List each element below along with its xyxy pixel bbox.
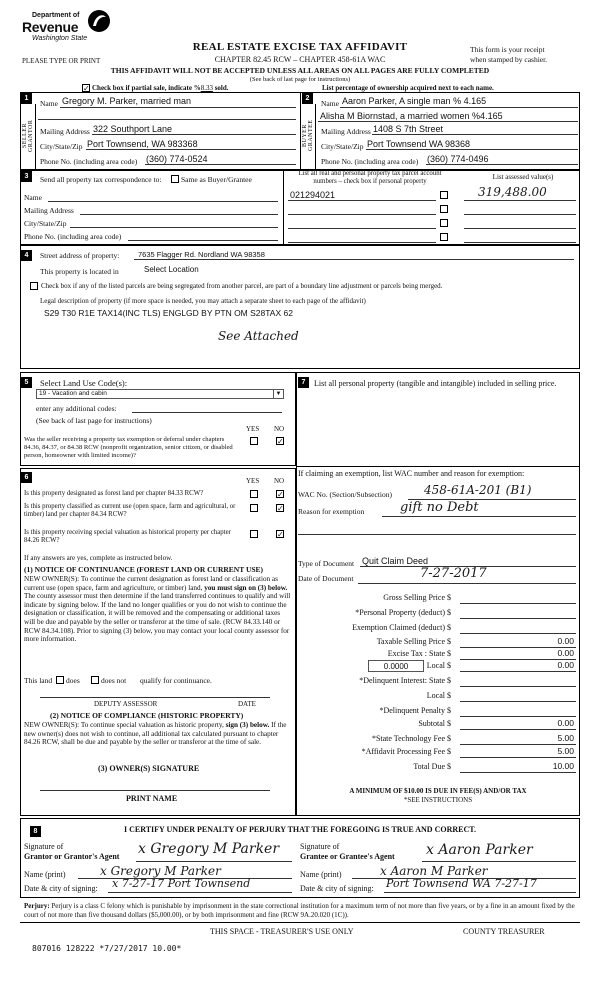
date-label: DATE bbox=[238, 700, 256, 708]
receipt-note-2: when stamped by cashier. bbox=[470, 55, 548, 64]
forest-land-question: Is this property designated as forest land per chapter 84.33 RCW? bbox=[24, 490, 204, 497]
grantor-date-city[interactable]: x 7-27-17 Port Townsend bbox=[112, 877, 251, 890]
fee-row bbox=[298, 649, 576, 661]
segregated-checkbox[interactable] bbox=[30, 282, 38, 290]
fee-value[interactable]: 10.00 bbox=[552, 761, 574, 771]
wac-label: WAC No. (Section/Subsection) bbox=[298, 490, 392, 499]
buyer-side-label: BUYER GRANTEE bbox=[302, 119, 314, 152]
seller-mailing-label: Mailing Address bbox=[40, 127, 90, 136]
fee-row bbox=[298, 593, 576, 605]
doc-date-label: Date of Document bbox=[298, 574, 354, 583]
partial-sale-checkbox[interactable]: ✓ bbox=[83, 84, 90, 93]
fee-label: *Delinquent Interest: State $ bbox=[359, 676, 451, 685]
reason-exemption-value[interactable]: gift no Debt bbox=[400, 500, 479, 515]
buyer-city-label: City/State/Zip bbox=[321, 142, 364, 151]
parcel-2-personal-checkbox[interactable] bbox=[440, 205, 448, 213]
notice-compliance-body-a: NEW OWNER(S): To continue special valuation as historic property, bbox=[24, 721, 224, 729]
parcel-1-personal-checkbox[interactable] bbox=[440, 191, 448, 199]
assessed-value[interactable]: 319,488.00 bbox=[478, 185, 547, 199]
current-use-question: Is this property classified as current use (open space, farm and agricultural, or timber) land per chapter 84.34 RCW? bbox=[24, 503, 236, 518]
does-qualify-checkbox[interactable] bbox=[56, 676, 64, 684]
fee-label: *State Technology Fee $ bbox=[371, 734, 451, 743]
send-correspondence-label: Send all property tax correspondence to: bbox=[40, 175, 162, 184]
parcel-header: List all real and personal property tax parcel account numbers – check box if personal property bbox=[298, 170, 442, 185]
exemption-claim-label: If claiming an exemption, list WAC number and reason for exemption: bbox=[298, 469, 525, 478]
dor-logo-emblem-icon bbox=[86, 8, 112, 34]
perjury-notice bbox=[24, 902, 580, 920]
fee-label: Local $ bbox=[426, 661, 451, 670]
fee-value[interactable]: 5.00 bbox=[557, 733, 574, 743]
buyer-name-1[interactable]: Aaron Parker, A single man % 4.165 bbox=[342, 96, 487, 106]
seller-side-label: SELLER GRANTOR bbox=[22, 119, 34, 152]
reason-exemption-label: Reason for exemption bbox=[298, 507, 365, 516]
parcel-number-value[interactable]: 021294021 bbox=[290, 190, 336, 200]
located-in-select[interactable]: Select Location bbox=[144, 265, 199, 274]
historic-no-checkbox[interactable]: ✓ bbox=[277, 530, 284, 539]
grantee-signature[interactable]: x Aaron Parker bbox=[426, 842, 533, 858]
street-address-label: Street address of property: bbox=[40, 251, 120, 260]
certify-statement: I CERTIFY UNDER PENALTY OF PERJURY THAT THE FOREGOING IS TRUE AND CORRECT. bbox=[123, 825, 476, 834]
grantee-print-name[interactable]: x Aaron M Parker bbox=[380, 864, 488, 878]
fee-row bbox=[298, 623, 576, 635]
grantor-date-city-label: Date & city of signing: bbox=[24, 884, 98, 893]
seller-name-label: Name bbox=[40, 99, 58, 108]
buyer-phone-label: Phone No. (including area code) bbox=[321, 157, 419, 166]
section-8-badge: 8 bbox=[30, 826, 41, 837]
see-instructions-note: *SEE INSTRUCTIONS bbox=[403, 796, 473, 804]
perjury-text: Perjury is a class C felony which is punishable by imprisonment in the state correctional institution for a maximum term of not more than five years, or by a fine in an amount fixed by the court of not more than five thousand dollars ($5,000.00), or by both imprisonment and fine (RCW 9A.20.020 (1C)). bbox=[24, 902, 575, 919]
notice-compliance-title: (2) NOTICE OF COMPLIANCE (HISTORIC PROPERTY) bbox=[50, 711, 244, 720]
fee-row bbox=[298, 676, 576, 688]
doc-type-value[interactable]: Quit Claim Deed bbox=[362, 556, 429, 566]
any-yes-note: If any answers are yes, complete as instructed below. bbox=[24, 554, 173, 562]
local-rate-box[interactable]: 0.0000 bbox=[368, 660, 424, 672]
section-7-badge: 7 bbox=[298, 377, 309, 388]
minimum-note: A MINIMUM OF $10.00 IS DUE IN FEE(S) AND/OR TAX bbox=[349, 787, 527, 795]
see-back-note: (See back of last page for instructions) bbox=[249, 76, 351, 83]
land-use-see-back: (See back of last page for instructions) bbox=[36, 416, 152, 425]
fee-label: Local $ bbox=[426, 691, 451, 700]
wac-value[interactable]: 458-61A-201 (B1) bbox=[424, 483, 532, 497]
grantor-sig-label-2: Grantor or Grantor's Agent bbox=[24, 852, 120, 861]
county-treasurer-label: COUNTY TREASURER bbox=[463, 927, 545, 936]
notice-compliance-body-c: If the new owner(s) does not wish to continue, all additional tax calculated pursuant to chapter 84.26 RCW, shall be due and payable by the seller or transferor at the time of sale. bbox=[24, 721, 287, 747]
fee-row bbox=[298, 706, 576, 718]
warning-banner: THIS AFFIDAVIT WILL NOT BE ACCEPTED UNLESS ALL AREAS ON ALL PAGES ARE FULLY COMPLETED bbox=[110, 66, 490, 75]
fee-row bbox=[298, 608, 576, 620]
fee-row bbox=[298, 691, 576, 703]
seller-city-value[interactable]: Port Townsend, WA 983368 bbox=[87, 139, 198, 149]
corr-city-label: City/State/Zip bbox=[24, 219, 67, 228]
segregated-text: Check box if any of the listed parcels are being segregated from another parcel, are part of a boundary line adjustment or parcels being merged. bbox=[41, 282, 443, 290]
fee-label: *Delinquent Penalty $ bbox=[379, 706, 451, 715]
perjury-label: Perjury: bbox=[24, 902, 50, 910]
partial-sale-label bbox=[92, 84, 229, 92]
qualify-label: qualify for continuance. bbox=[140, 676, 212, 685]
s5-exemption-yes-checkbox[interactable] bbox=[250, 437, 258, 445]
grantee-print-label: Name (print) bbox=[300, 870, 342, 879]
fee-row bbox=[298, 747, 576, 759]
dor-logo-line1: Department of bbox=[32, 12, 80, 19]
street-address-value[interactable]: 7635 Flagger Rd. Nordland WA 98358 bbox=[138, 250, 265, 259]
located-in-label: This property is located in bbox=[40, 267, 119, 276]
land-use-select[interactable] bbox=[36, 389, 284, 399]
ownership-note: List percentage of ownership acquired next to each name. bbox=[322, 84, 494, 92]
see-attached-note: See Attached bbox=[218, 329, 299, 343]
seller-mailing-value[interactable]: 322 Southport Lane bbox=[93, 124, 173, 134]
grantor-sig-label-1: Signature of bbox=[24, 842, 64, 851]
notice-continuance-title: (1) NOTICE OF CONTINUANCE (FOREST LAND OR CURRENT USE) bbox=[24, 565, 264, 574]
fee-row bbox=[298, 719, 576, 731]
forest-no-checkbox[interactable]: ✓ bbox=[277, 490, 284, 499]
fee-row bbox=[298, 734, 576, 746]
seller-name-value[interactable]: Gregory M. Parker, married man bbox=[62, 96, 192, 106]
section-6-badge: 6 bbox=[21, 472, 32, 483]
corr-name-label: Name bbox=[24, 193, 42, 202]
buyer-phone-value[interactable]: (360) 774-0496 bbox=[427, 154, 489, 164]
s6-no-header: NO bbox=[274, 477, 285, 485]
fee-value[interactable]: 0.00 bbox=[557, 718, 574, 728]
owner-signature-label: (3) OWNER(S) SIGNATURE bbox=[98, 764, 200, 773]
current-use-no-checkbox[interactable]: ✓ bbox=[277, 504, 284, 513]
fee-label: Exemption Claimed (deduct) $ bbox=[352, 623, 451, 632]
fee-row bbox=[298, 661, 576, 673]
partial-sale-suffix: sold. bbox=[214, 84, 229, 92]
s6-yes-header: YES bbox=[246, 477, 260, 485]
section-3-badge: 3 bbox=[21, 171, 32, 182]
form-title: REAL ESTATE EXCISE TAX AFFIDAVIT bbox=[192, 41, 408, 53]
doc-date-value[interactable]: 7-27-2017 bbox=[420, 566, 487, 581]
section-5-badge: 5 bbox=[21, 377, 32, 388]
additional-codes-label: enter any additional codes: bbox=[36, 404, 117, 413]
grantor-print-label: Name (print) bbox=[24, 870, 66, 879]
seller-phone-value[interactable]: (360) 774-0524 bbox=[146, 154, 208, 164]
current-use-yes-checkbox[interactable] bbox=[250, 504, 258, 512]
fee-value[interactable]: 0.00 bbox=[557, 648, 574, 658]
legal-description-label: Legal description of property (if more space is needed, you may attach a separate sheet to each page of the affidavit) bbox=[40, 297, 366, 305]
historic-question: Is this property receiving special valuation as historical property per chapter 84.26 RCW? bbox=[24, 529, 231, 544]
treasurer-use-label: THIS SPACE - TREASURER'S USE ONLY bbox=[210, 927, 354, 936]
parcel-3-personal-checkbox[interactable] bbox=[440, 219, 448, 227]
land-use-label: Select Land Use Code(s): bbox=[40, 378, 128, 388]
print-name-label: PRINT NAME bbox=[126, 794, 178, 803]
fee-label: Gross Selling Price $ bbox=[383, 593, 451, 602]
form-subtitle: CHAPTER 82.45 RCW – CHAPTER 458-61A WAC bbox=[214, 55, 386, 64]
notice-compliance-body-b: sign (3) below. bbox=[225, 721, 270, 729]
s5-yes-header: YES bbox=[246, 425, 260, 433]
grantor-print-name[interactable]: x Gregory M Parker bbox=[100, 864, 221, 878]
exemption-question: Was the seller receiving a property tax exemption or deferral under chapters 84.36, 84.37, or 84.38 RCW (nonprofit organization, senior citizen, or disabled person, homeowner with limited income)? bbox=[24, 436, 233, 459]
grantee-date-city-label: Date & city of signing: bbox=[300, 884, 374, 893]
notice-continuance-body-c: The county assessor must then determine if the land transferred continues to qualify and will indicate by signing below. If the land no longer qualifies or you do not wish to continue the designation or classification, it will be removed and the compensating or additional taxes will be due and payable by the seller or transferor at the time of sale. (RCW 84.33.140 or RCW 84.34.108). Prior to signing (3) below, you may contact your local county assessor for more information. bbox=[24, 592, 291, 644]
please-type-note: PLEASE TYPE OR PRINT bbox=[22, 57, 101, 65]
section-2-badge: 2 bbox=[302, 93, 313, 104]
partial-sale-pct: 8.33 bbox=[200, 84, 213, 92]
doc-type-label: Type of Document bbox=[298, 559, 355, 568]
s5-exemption-no-checkbox[interactable]: ✓ bbox=[277, 437, 284, 446]
same-as-buyer-label: Same as Buyer/Grantee bbox=[181, 175, 252, 184]
same-as-buyer-checkbox[interactable] bbox=[171, 175, 179, 183]
dor-logo-line2: Revenue bbox=[22, 19, 79, 35]
legal-description-value[interactable]: S29 T30 R1E TAX14(INC TLS) ENGLGD BY PTN OM S28TAX 62 bbox=[44, 308, 293, 318]
this-land-label: This land bbox=[24, 676, 53, 685]
fee-label: *Personal Property (deduct) $ bbox=[355, 608, 451, 617]
does-not-qualify-checkbox[interactable] bbox=[91, 676, 99, 684]
receipt-note-1: This form is your receipt bbox=[470, 45, 545, 54]
grantee-sig-label-1: Signature of bbox=[300, 842, 340, 851]
does-not-label: does not bbox=[101, 676, 127, 685]
buyer-city-value[interactable]: Port Townsend WA 98368 bbox=[367, 139, 471, 149]
assessed-header: List assessed value(s) bbox=[492, 173, 554, 181]
section-4-frame bbox=[20, 245, 580, 369]
section-1-badge: 1 bbox=[21, 93, 32, 104]
land-use-selected: 19 - Vacation and cabin bbox=[39, 390, 107, 397]
s5-no-header: NO bbox=[274, 425, 285, 433]
fee-value[interactable]: 0.00 bbox=[557, 660, 574, 670]
notice-compliance-body bbox=[24, 721, 292, 747]
historic-yes-checkbox[interactable] bbox=[250, 530, 258, 538]
grantee-date-city[interactable]: Port Townsend WA 7-27-17 bbox=[386, 877, 537, 890]
fee-row bbox=[298, 762, 576, 774]
seller-city-label: City/State/Zip bbox=[40, 142, 83, 151]
fee-label: Excise Tax : State $ bbox=[387, 649, 451, 658]
fee-value[interactable]: 0.00 bbox=[557, 636, 574, 646]
grantor-signature[interactable]: x Gregory M Parker bbox=[138, 841, 280, 857]
fee-row bbox=[298, 637, 576, 649]
fee-label: Total Due $ bbox=[413, 762, 451, 771]
partial-sale-text: Check box if partial sale, indicate % bbox=[92, 84, 201, 92]
corr-phone-label: Phone No. (including area code) bbox=[24, 232, 122, 241]
dor-logo-line3: Washington State bbox=[32, 35, 88, 42]
buyer-mailing-label: Mailing Address bbox=[321, 127, 371, 136]
notice-continuance-body-a: NEW OWNER(S): To continue the current designation as forest land or classification as current use (open space, farm and agriculture, or timber) land, bbox=[24, 575, 278, 592]
does-label: does bbox=[66, 676, 80, 685]
notice-continuance-body bbox=[24, 575, 292, 644]
fee-label: Subtotal $ bbox=[418, 719, 451, 728]
parcel-4-personal-checkbox[interactable] bbox=[440, 233, 448, 241]
buyer-name-label: Name bbox=[321, 99, 339, 108]
chevron-down-icon[interactable]: ▼ bbox=[273, 390, 283, 398]
section-4-badge: 4 bbox=[21, 250, 32, 261]
seller-phone-label: Phone No. (including area code) bbox=[40, 157, 138, 166]
fee-label: Taxable Selling Price $ bbox=[376, 637, 451, 646]
grantee-sig-label-2: Grantee or Grantee's Agent bbox=[300, 852, 395, 861]
buyer-name-2[interactable]: Alisha M Biornstad, a married women %4.165 bbox=[320, 111, 503, 121]
fee-value[interactable]: 5.00 bbox=[557, 746, 574, 756]
notice-continuance-body-b: you must sign on (3) below. bbox=[204, 583, 288, 592]
cashier-stamp: 807016 128222 *7/27/2017 10.00* bbox=[32, 944, 182, 953]
forest-yes-checkbox[interactable] bbox=[250, 490, 258, 498]
personal-property-label: List all personal property (tangible and intangible) included in selling price. bbox=[314, 379, 557, 388]
buyer-mailing-value[interactable]: 1408 S 7th Street bbox=[373, 124, 444, 134]
corr-mailing-label: Mailing Address bbox=[24, 206, 74, 215]
deputy-assessor-label: DEPUTY ASSESSOR bbox=[94, 700, 158, 708]
fee-label: *Affidavit Processing Fee $ bbox=[361, 747, 451, 756]
